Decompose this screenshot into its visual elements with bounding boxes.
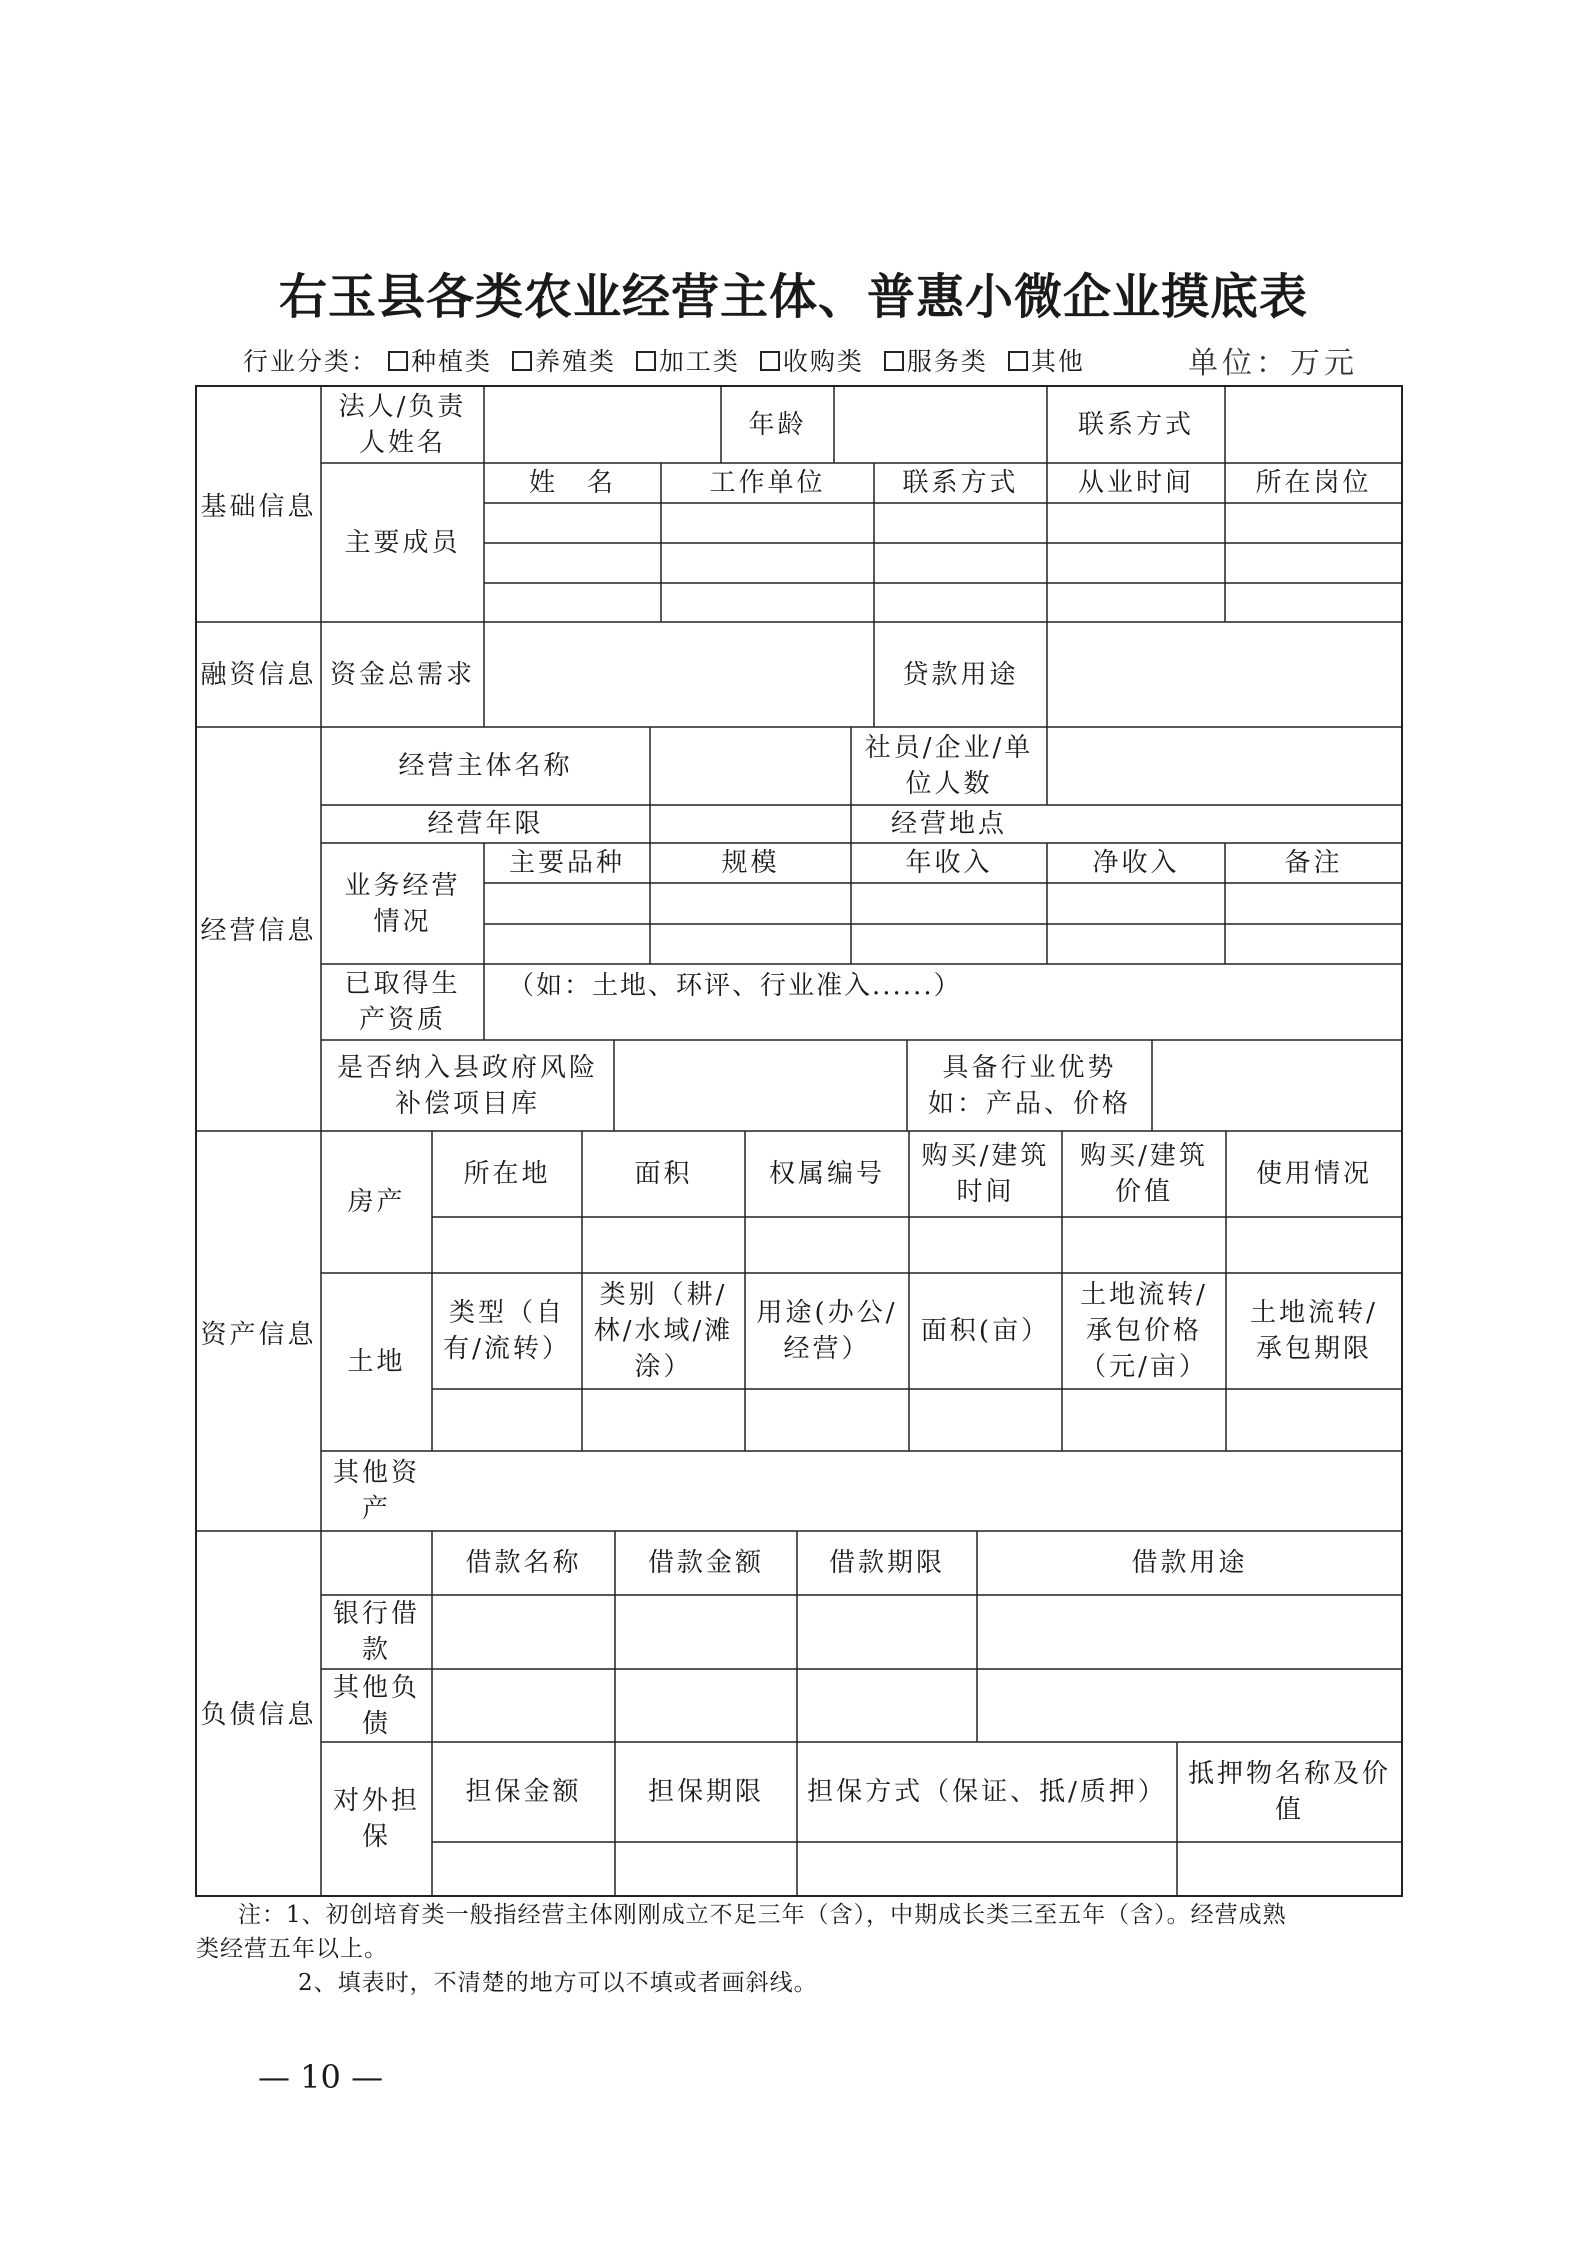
loan-header-name: 借款名称 [465, 1548, 582, 1578]
guarantee-label: 对外担保 [332, 1786, 420, 1852]
option-other[interactable]: 其他 [1008, 347, 1085, 376]
other-assets-label: 其他资产 [332, 1458, 420, 1524]
option-planting[interactable]: 种植类 [388, 347, 492, 376]
house-header-purchase-time: 购买/建筑时间 [921, 1141, 1050, 1207]
business-label: 业务经营情况 [344, 870, 461, 937]
house-header-area: 面积 [634, 1159, 693, 1189]
section-operation-info: 经营信息 [200, 916, 317, 946]
member-count-input[interactable] [1047, 727, 1402, 805]
other-assets-input[interactable] [432, 1451, 1402, 1531]
members-header-position: 所在岗位 [1255, 468, 1372, 498]
years-input[interactable] [650, 805, 851, 843]
qualification-hint[interactable]: （如：土地、环评、行业准入......） [508, 971, 962, 1001]
land-label: 土地 [347, 1347, 406, 1377]
loan-header-term: 借款期限 [828, 1548, 945, 1578]
risk-library-input[interactable] [614, 1040, 907, 1131]
business-header-remarks: 备注 [1284, 848, 1343, 878]
advantage-label: 具备行业优势如：产品、价格 [927, 1052, 1131, 1119]
members-header-contact: 联系方式 [902, 468, 1019, 498]
loan-header-amount: 借款金额 [647, 1548, 764, 1578]
business-header-scale: 规模 [721, 848, 780, 878]
note-1-line-2: 类经营五年以上。 [196, 1936, 388, 1962]
members-header-workplace: 工作单位 [709, 468, 826, 498]
total-need-input[interactable] [484, 622, 874, 727]
advantage-input[interactable] [1152, 1040, 1402, 1131]
risk-library-label: 是否纳入县政府风险补偿项目库 [336, 1052, 598, 1119]
house-header-ownership-no: 权属编号 [768, 1159, 885, 1189]
house-label: 房产 [347, 1187, 406, 1217]
other-debt-label: 其他负债 [332, 1672, 420, 1739]
business-header-annual-income: 年收入 [905, 848, 993, 878]
unit-label: 单位：万元 [1188, 346, 1358, 381]
contact-input[interactable] [1225, 386, 1402, 463]
page-title: 右玉县各类农业经营主体、普惠小微企业摸底表 [278, 269, 1308, 325]
house-header-usage: 使用情况 [1255, 1159, 1372, 1189]
note-2: 2、填表时，不清楚的地方可以不填或者画斜线。 [298, 1970, 818, 1996]
section-basic-info: 基础信息 [200, 492, 317, 522]
page-number: — 10 — [258, 2058, 384, 2096]
age-input[interactable] [834, 386, 1047, 463]
members-label: 主要成员 [344, 527, 461, 558]
house-header-location: 所在地 [463, 1159, 551, 1189]
business-header-variety: 主要品种 [508, 848, 625, 878]
location-input[interactable] [1047, 805, 1402, 843]
industry-label: 行业分类： [243, 347, 379, 376]
qualification-label: 已取得生产资质 [344, 969, 461, 1035]
location-label: 经营地点 [890, 809, 1007, 839]
land-header-type: 类型（自有/流转） [443, 1298, 571, 1364]
members-header-name: 姓 名 [528, 468, 616, 498]
land-header-use: 用途(办公/经营） [756, 1298, 898, 1364]
age-label: 年龄 [748, 409, 807, 440]
land-header-term: 土地流转/承包期限 [1250, 1298, 1378, 1364]
member-count-label: 社员/企业/单位人数 [864, 733, 1034, 799]
section-liability-info: 负债信息 [200, 1700, 317, 1730]
guarantee-header-term: 担保期限 [647, 1777, 764, 1807]
section-assets-info: 资产信息 [200, 1320, 317, 1350]
bank-loan-label: 银行借款 [332, 1599, 420, 1665]
entity-name-input[interactable] [650, 727, 851, 805]
years-label: 经营年限 [427, 809, 544, 839]
loan-use-label: 贷款用途 [902, 659, 1019, 690]
land-header-category: 类别（耕/林/水域/滩涂） [593, 1280, 734, 1382]
guarantee-header-collateral: 抵押物名称及价值 [1187, 1759, 1391, 1825]
note-1-line-1: 注：1、初创培育类一般指经营主体刚刚成立不足三年（含），中期成长类三至五年（含）。经营成熟 [238, 1902, 1287, 1928]
loan-header-use: 借款用途 [1131, 1548, 1248, 1578]
members-header-years: 从业时间 [1077, 468, 1194, 498]
total-need-label: 资金总需求 [330, 659, 476, 690]
land-header-area: 面积(亩） [920, 1316, 1051, 1346]
section-finance-info: 融资信息 [200, 660, 317, 690]
legal-person-input[interactable] [484, 386, 721, 463]
entity-name-label: 经营主体名称 [398, 751, 573, 781]
contact-label: 联系方式 [1077, 409, 1194, 440]
land-header-price: 土地流转/承包价格（元/亩） [1080, 1280, 1208, 1382]
legal-person-label: 法人/负责人姓名 [338, 391, 467, 458]
guarantee-header-amount: 担保金额 [465, 1777, 582, 1807]
guarantee-header-method: 担保方式（保证、抵/质押） [807, 1777, 1167, 1807]
option-processing[interactable]: 加工类 [636, 347, 740, 376]
option-service[interactable]: 服务类 [884, 347, 988, 376]
loan-use-input[interactable] [1047, 622, 1402, 727]
option-purchasing[interactable]: 收购类 [760, 347, 864, 376]
business-header-net-income: 净收入 [1092, 848, 1180, 878]
house-header-purchase-value: 购买/建筑价值 [1080, 1141, 1208, 1207]
option-breeding[interactable]: 养殖类 [512, 347, 616, 376]
